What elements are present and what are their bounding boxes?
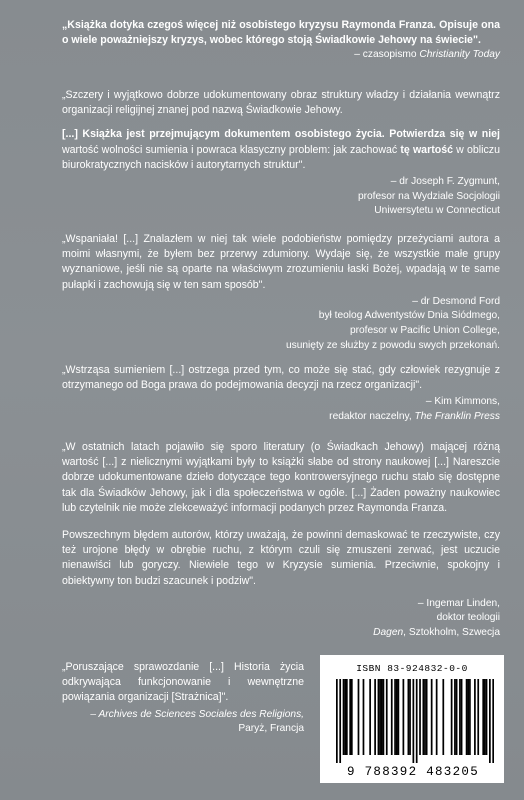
barcode-bar [339, 679, 341, 763]
barcode-bar [466, 679, 468, 755]
barcode-bar [451, 679, 453, 755]
barcode-bar [424, 679, 426, 755]
quote-attribution-line: profesor w Pacific Union College, [349, 325, 500, 336]
barcode-bar [467, 679, 469, 755]
isbn-label: ISBN 83-924832-0-0 [356, 663, 468, 674]
quote-attribution-line: Uniwersytetu w Connecticut [374, 205, 500, 217]
quote-attribution: – dr Desmond Ford [412, 295, 500, 307]
barcode-bar [378, 679, 380, 755]
quote-attribution-line: usunięty ze służby z powodu swych przekonań. [285, 339, 500, 351]
barcode-bar [396, 679, 398, 755]
barcode-bar [422, 679, 424, 755]
barcode-bar [482, 679, 484, 755]
quote-kimmons [62, 363, 500, 425]
isbn-barcode-box [320, 655, 504, 783]
quote-text: „Książka dotyka czegoś więcej niż osobistego kryzysu Raymonda Franza. Opisuje ona o wiele poważniejszy kryzys, wobec którego stoją Świadkowie Jehowy na świecie". [62, 19, 500, 47]
barcode-bar [358, 679, 360, 755]
barcode-bar [426, 679, 428, 755]
quote-attribution-line: redaktor naczelny, The Franklin Press [329, 411, 500, 422]
quote-zygmunt [62, 88, 500, 219]
barcode-bar [351, 679, 353, 755]
barcode-bar [374, 679, 376, 755]
barcode-bar [454, 679, 456, 755]
barcode-bar [398, 679, 400, 755]
quote-ford [62, 232, 500, 353]
barcode-bar [336, 679, 338, 763]
barcode-bar [436, 679, 438, 755]
barcode-bar [346, 679, 348, 755]
barcode-bar [484, 679, 486, 755]
barcode-bar [394, 679, 396, 755]
barcode-bar [383, 679, 385, 755]
barcode-bar [403, 679, 405, 755]
barcode-bar [419, 679, 421, 755]
barcode-bar [369, 679, 371, 755]
barcode-bar [469, 679, 471, 755]
quote-text: „Wstrząsa sumieniem [...] ostrzega przed tym, co może się stać, gdy człowiek rezygnuje z otrzymanego od Boga prawa do podejmowania decyzji na rzecz organizacji". [62, 364, 500, 392]
barcode-bar [459, 679, 461, 755]
barcode-bar [379, 679, 381, 755]
quote-christianity-today [62, 18, 500, 63]
barcode-bar [486, 679, 488, 755]
isbn-digits: 9 788392 483205 [346, 765, 480, 779]
barcode-bar [474, 679, 476, 755]
quote-attribution-line: profesor na Wydziale Socjologii [357, 190, 500, 202]
quote-attribution-line: Paryż, Francja [238, 723, 304, 735]
barcode-bar [416, 679, 418, 763]
quote-text: „Szczery i wyjątkowo dobrze udokumentowany obraz struktury władzy i działania wewnątrz organizacji religijnej znanej pod nazwą Świadkowie Jehowy. [62, 89, 500, 117]
quote-text: „Wspaniała! [...] Znalazłem w niej tak wiele podobieństw pomiędzy przeżyciami autora a moimi własnymi, że byłem bez przerwy zdumiony. Wydaje się, że wszystkie małe grupy wyznaniowe, jeśli nie są oparte na właściwym zrozumieniu łaski Bożej, wpadają w te same pułapki i zachowują się w ten sam sposób". [62, 233, 500, 291]
barcode-bar [477, 679, 479, 755]
barcode-bar [344, 679, 346, 755]
barcode-bar [343, 679, 345, 755]
barcode-bar [409, 679, 411, 755]
barcode-bar [408, 679, 410, 755]
barcode-bar [456, 679, 458, 755]
quote-attribution-line: Dagen, Sztokholm, Szwecja [373, 627, 500, 639]
quote-attribution: – Ingemar Linden, [417, 597, 500, 609]
barcode-bar [461, 679, 463, 755]
quote-attribution: – dr Joseph F. Zygmunt, [390, 176, 500, 188]
quote-attribution: – Kim Kimmons, [425, 396, 500, 408]
quote-attribution-line: doktor teologii [436, 612, 500, 624]
quote-attribution: – czasopismo Christianity Today [354, 49, 500, 61]
quote-linden [62, 440, 500, 641]
barcode-bar [413, 679, 415, 763]
quote-text: „W ostatnich latach pojawiło się sporo literatury (o Świadkach Jehowy) mającej różną wartość [...] z nielicznymi wyjątkami były to książki słabe od strony naukowej [...] Nareszcie dobrze udokumentowane dzieło dotyczące tego kontrowersyjnego ruchu stało się dostępne tak dla Świadków Jehowy, jak i dla społeczeństwa w ogóle. [...] Żaden poważny naukowiec lub czytelnik nie może zlekceważyć informacji podanych przez Raymonda Franza. [62, 441, 500, 514]
quote-attribution-line: był teolog Adwentystów Dnia Siódmego, [318, 310, 500, 322]
barcode-bar [489, 679, 491, 763]
barcode-bar [442, 679, 444, 755]
barcode-bar [391, 679, 393, 755]
barcode-bar [386, 679, 388, 755]
quote-text-continued: Powszechnym błędem autorów, którzy uważają, że powinni demaskować te rzeczywiste, czy też urojone błędy w obrębie ruchu, z którym czuli się zmuszeni zerwać, jest uczucie nienawiści lub goryczy. Niewiele tego w Kryzysie sumienia. Przeciwnie, spokojny i obiektywny ton budzi szacunek i podziw". [62, 529, 500, 587]
barcode-graphic [336, 679, 494, 763]
quote-text: „Poruszające sprawozdanie [...] Historia życia odkrywająca funkcjonowanie i wewnętrzne powiązania organizacji [Strażnica]". [62, 661, 304, 704]
quote-attribution: – Archives de Sciences Sociales des Religions, [90, 708, 304, 720]
quote-text-continued: [...] Książka jest przejmującym dokumentem osobistego życia. Potwierdza się w niej wartość wolności sumienia i powraca klasyczny problem: jak zachować tę wartość w obliczu biurokratycznych nacisków i autorytarnych struktur". [62, 128, 500, 171]
barcode-bar [381, 679, 383, 755]
barcode-bar [492, 679, 494, 763]
quote-archives [62, 660, 304, 737]
barcode-bar [349, 679, 351, 755]
barcode-bar [363, 679, 365, 755]
barcode-bar [431, 679, 433, 755]
